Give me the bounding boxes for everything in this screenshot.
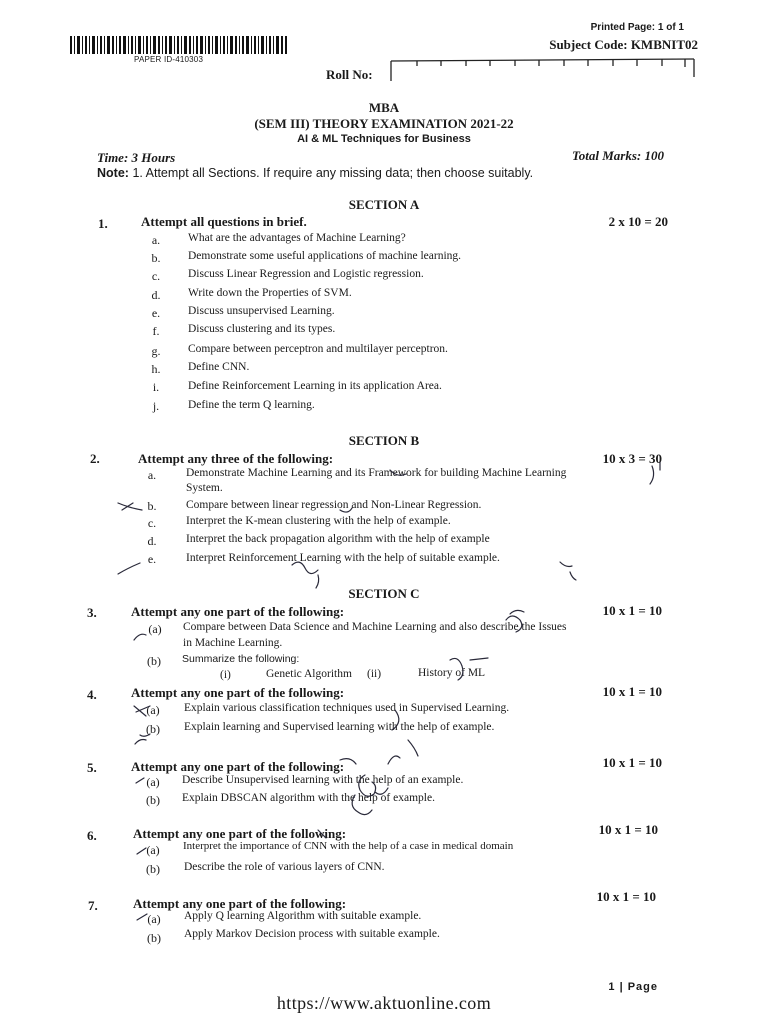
subject-title: AI & ML Techniques for Business <box>297 133 471 145</box>
question-marks: 10 x 1 = 10 <box>602 684 662 699</box>
question-instruction: Attempt any three of the following: <box>138 451 334 466</box>
barcode <box>70 36 288 54</box>
item-label: (a) <box>146 775 160 789</box>
item-text: What are the advantages of Machine Learning? <box>188 232 406 244</box>
subject-code: Subject Code: KMBNIT02 <box>549 37 698 52</box>
question-marks: 10 x 1 = 10 <box>598 822 658 837</box>
question-instruction: Attempt any one part of the following: <box>133 896 347 911</box>
item-label: c. <box>151 269 161 283</box>
question-instruction: Attempt any one part of the following: <box>131 685 345 700</box>
item-text: Explain various classification techniques used in Supervised Learning. <box>184 702 510 714</box>
exam-time: Time: 3 Hours <box>97 150 176 165</box>
item-text: Define CNN. <box>188 361 250 373</box>
question-marks: 10 x 1 = 10 <box>596 889 656 904</box>
paper-id: PAPER ID-410303 <box>134 55 204 64</box>
question-instruction: Attempt any one part of the following: <box>133 826 347 841</box>
item-text: Explain learning and Supervised learning with the help of example. <box>184 721 495 733</box>
question-number: 2. <box>90 451 100 466</box>
question-number: 4. <box>87 687 97 702</box>
question-marks: 10 x 1 = 10 <box>602 603 662 618</box>
item-label: f. <box>152 324 160 338</box>
item-text: Compare between perceptron and multilayer perceptron. <box>188 343 448 355</box>
item-text: Interpret Reinforcement Learning with the help of suitable example. <box>186 552 500 564</box>
note-text: 1. Attempt all Sections. If require any missing data; then choose suitably. <box>132 166 534 180</box>
sub-item-label: (ii) <box>367 668 382 680</box>
question-marks: 10 x 1 = 10 <box>602 755 662 770</box>
item-label: j. <box>152 399 160 413</box>
question-marks: 2 x 10 = 20 <box>608 214 668 229</box>
item-label: b. <box>147 499 157 513</box>
item-text-continued: System. <box>186 482 223 494</box>
item-label: (a) <box>146 843 160 857</box>
item-label: (a) <box>146 703 160 717</box>
item-text: Demonstrate Machine Learning and its Framework for building Machine Learning <box>186 467 567 479</box>
item-text-continued: in Machine Learning. <box>183 637 283 649</box>
item-text: Define the term Q learning. <box>188 399 315 411</box>
item-text: Summarize the following: <box>182 653 300 665</box>
sub-item-label: (i) <box>220 669 231 681</box>
item-text: Describe Unsupervised learning with the help of an example. <box>182 774 464 786</box>
question-number: 5. <box>87 760 97 775</box>
question-number: 1. <box>98 216 108 231</box>
item-text: Compare between linear regression and Non-Linear Regression. <box>186 499 482 511</box>
sub-item-text: History of ML <box>418 667 486 679</box>
item-label: a. <box>151 233 161 247</box>
item-label: e. <box>151 306 161 320</box>
item-label: d. <box>151 288 161 302</box>
item-text: Interpret the importance of CNN with the help of a case in medical domain <box>183 840 514 852</box>
item-text: Apply Markov Decision process with suitable example. <box>184 928 440 940</box>
item-text: Apply Q learning Algorithm with suitable example. <box>184 910 422 922</box>
section-heading: SECTION A <box>348 197 420 212</box>
note <box>97 166 533 180</box>
question-number: 7. <box>88 898 98 913</box>
item-text: Define Reinforcement Learning in its application Area. <box>188 380 442 392</box>
item-text: Discuss clustering and its types. <box>188 323 336 335</box>
item-label: (a) <box>147 912 161 926</box>
item-label: (b) <box>146 722 160 736</box>
question-number: 6. <box>87 828 97 843</box>
section-heading: SECTION C <box>348 586 420 601</box>
sub-item-text: Genetic Algorithm <box>266 668 352 680</box>
item-label: (b) <box>146 793 160 807</box>
question-instruction: Attempt any one part of the following: <box>131 604 345 619</box>
roll-no-boxes[interactable] <box>389 57 696 82</box>
item-label: b. <box>151 251 161 265</box>
item-text: Compare between Data Science and Machine Learning and also describe the Issues <box>183 621 567 633</box>
exam-title: (SEM III) THEORY EXAMINATION 2021-22 <box>254 116 514 131</box>
item-text: Demonstrate some useful applications of machine learning. <box>188 250 462 262</box>
program-title: MBA <box>368 100 400 115</box>
question-number: 3. <box>87 605 97 620</box>
question-instruction: Attempt any one part of the following: <box>131 759 345 774</box>
item-text: Discuss unsupervised Learning. <box>188 305 335 317</box>
item-text: Write down the Properties of SVM. <box>188 287 352 299</box>
item-text: Explain DBSCAN algorithm with the help of example. <box>182 792 435 804</box>
item-label: h. <box>151 362 161 376</box>
item-text: Describe the role of various layers of CNN. <box>184 861 385 873</box>
item-label: d. <box>147 534 157 548</box>
item-text: Interpret the K-mean clustering with the help of example. <box>186 515 451 527</box>
roll-no-label: Roll No: <box>326 67 373 82</box>
item-label: g. <box>151 344 161 358</box>
source-url[interactable]: https://www.aktuonline.com <box>276 993 492 1013</box>
question-marks: 10 x 3 = 30 <box>602 451 662 466</box>
item-label: i. <box>152 380 160 394</box>
item-text: Discuss Linear Regression and Logistic regression. <box>188 268 424 280</box>
item-text: Interpret the back propagation algorithm with the help of example <box>186 533 490 545</box>
item-label: c. <box>147 516 157 530</box>
section-heading: SECTION B <box>348 433 420 448</box>
question-instruction: Attempt all questions in brief. <box>141 214 307 229</box>
item-label: (b) <box>146 862 160 876</box>
total-marks: Total Marks: 100 <box>572 148 664 163</box>
page-number: 1 | Page <box>608 981 658 993</box>
item-label: e. <box>147 552 157 566</box>
item-label: (b) <box>147 654 161 668</box>
item-label: a. <box>147 468 157 482</box>
item-label: (b) <box>147 931 161 945</box>
printed-page-label: Printed Page: 1 of 1 <box>590 22 684 33</box>
note-label: Note: <box>97 166 129 180</box>
item-label: (a) <box>148 622 162 636</box>
